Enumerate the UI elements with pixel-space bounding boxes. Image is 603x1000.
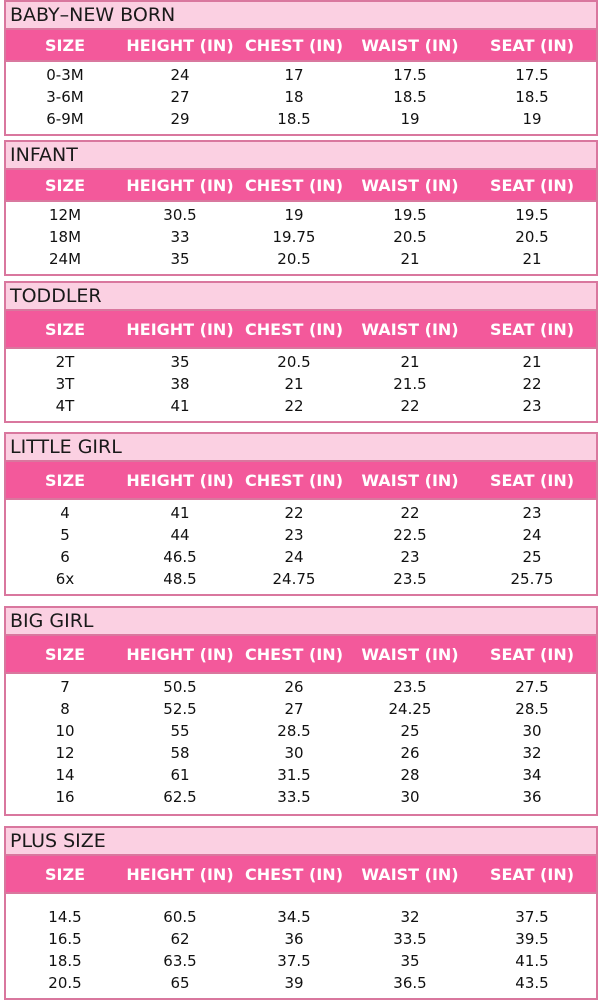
table-cell: 62 (170, 930, 190, 948)
table-row (6, 64, 596, 86)
table-row (6, 86, 596, 108)
table-cell: 20.5 (48, 974, 82, 992)
table-cell: 38 (170, 375, 190, 393)
table-cell: 0-3M (46, 66, 84, 84)
table-row (6, 568, 596, 590)
table-cell: 32 (400, 908, 420, 926)
column-header: CHEST (IN) (244, 175, 344, 195)
column-header: WAIST (IN) (361, 644, 459, 664)
column-header: CHEST (IN) (244, 35, 344, 55)
table-cell: 62.5 (163, 788, 197, 806)
table-cell: 35 (170, 250, 190, 268)
table-cell: 5 (60, 526, 70, 544)
table-cell: 28.5 (277, 722, 311, 740)
table-cell: 30.5 (163, 206, 197, 224)
table-cell: 46.5 (163, 548, 197, 566)
table-cell: 23 (522, 504, 542, 522)
section-title: INFANT (6, 142, 596, 170)
column-header: WAIST (IN) (361, 35, 459, 55)
table-cell: 41.5 (515, 952, 549, 970)
table-cell: 55 (170, 722, 190, 740)
table-row (6, 248, 596, 270)
table-cell: 19.75 (272, 228, 316, 246)
table-cell: 26 (284, 678, 304, 696)
table-row (6, 524, 596, 546)
table-row (6, 351, 596, 373)
table-cell: 58 (170, 744, 190, 762)
section-toddler (4, 281, 598, 423)
table-body (6, 500, 596, 594)
table-cell: 2T (55, 353, 75, 371)
column-header: HEIGHT (IN) (126, 35, 234, 55)
table-cell: 61 (170, 766, 190, 784)
table-cell: 12M (48, 206, 82, 224)
table-cell: 17.5 (393, 66, 427, 84)
table-cell: 29 (170, 110, 190, 128)
section-title: TODDLER (6, 283, 596, 311)
table-cell: 33.5 (393, 930, 427, 948)
table-body (6, 674, 596, 814)
section-baby-newborn (4, 0, 598, 136)
table-cell: 17 (284, 66, 304, 84)
table-row (6, 906, 596, 928)
table-cell: 21 (284, 375, 304, 393)
table-row (6, 226, 596, 248)
table-row (6, 676, 596, 698)
table-cell: 24.25 (388, 700, 432, 718)
section-title: BABY–NEW BORN (6, 2, 596, 30)
table-row (6, 742, 596, 764)
column-header: CHEST (IN) (244, 319, 344, 339)
table-cell: 65 (170, 974, 190, 992)
table-cell: 24 (284, 548, 304, 566)
column-header: SIZE (44, 470, 85, 490)
table-cell: 23.5 (393, 678, 427, 696)
table-cell: 25 (400, 722, 420, 740)
column-header: WAIST (IN) (361, 319, 459, 339)
column-header-row (6, 170, 596, 202)
table-cell: 26 (400, 744, 420, 762)
table-cell: 18.5 (393, 88, 427, 106)
table-cell: 41 (170, 504, 190, 522)
column-header: SIZE (44, 175, 85, 195)
table-cell: 16.5 (48, 930, 82, 948)
table-cell: 36.5 (393, 974, 427, 992)
table-cell: 14.5 (48, 908, 82, 926)
table-cell: 25 (522, 548, 542, 566)
table-cell: 60.5 (163, 908, 197, 926)
table-row (6, 950, 596, 972)
table-cell: 30 (284, 744, 304, 762)
table-body (6, 62, 596, 134)
table-cell: 21.5 (393, 375, 427, 393)
table-cell: 10 (55, 722, 75, 740)
table-body (6, 349, 596, 421)
table-cell: 24 (522, 526, 542, 544)
table-cell: 18.5 (515, 88, 549, 106)
table-cell: 21 (522, 250, 542, 268)
table-cell: 43.5 (515, 974, 549, 992)
table-cell: 30 (522, 722, 542, 740)
table-cell: 19 (284, 206, 304, 224)
table-cell: 33 (170, 228, 190, 246)
table-row (6, 786, 596, 808)
table-cell: 6 (60, 548, 70, 566)
table-cell: 20.5 (277, 353, 311, 371)
table-cell: 35 (400, 952, 420, 970)
table-cell: 37.5 (277, 952, 311, 970)
table-cell: 50.5 (163, 678, 197, 696)
table-cell: 7 (60, 678, 70, 696)
table-cell: 31.5 (277, 766, 311, 784)
table-cell: 19.5 (393, 206, 427, 224)
table-cell: 16 (55, 788, 75, 806)
table-row (6, 204, 596, 226)
table-cell: 6x (55, 570, 75, 588)
table-cell: 33.5 (277, 788, 311, 806)
table-cell: 22 (284, 504, 304, 522)
table-cell: 22.5 (393, 526, 427, 544)
column-header-row (6, 30, 596, 62)
table-cell: 20.5 (393, 228, 427, 246)
column-header: CHEST (IN) (244, 864, 344, 884)
column-header: WAIST (IN) (361, 175, 459, 195)
table-cell: 36 (522, 788, 542, 806)
column-header: HEIGHT (IN) (126, 644, 234, 664)
section-title: BIG GIRL (6, 608, 596, 636)
column-header: SIZE (44, 864, 85, 884)
table-row (6, 373, 596, 395)
table-cell: 23 (284, 526, 304, 544)
table-row (6, 928, 596, 950)
column-header-row (6, 856, 596, 894)
column-header: SEAT (IN) (489, 175, 575, 195)
table-row (6, 395, 596, 417)
table-cell: 4T (55, 397, 75, 415)
table-cell: 32 (522, 744, 542, 762)
column-header-row (6, 636, 596, 674)
column-header: SEAT (IN) (489, 644, 575, 664)
table-cell: 52.5 (163, 700, 197, 718)
table-cell: 3T (55, 375, 75, 393)
table-cell: 34.5 (277, 908, 311, 926)
table-cell: 30 (400, 788, 420, 806)
table-cell: 12 (55, 744, 75, 762)
table-cell: 48.5 (163, 570, 197, 588)
table-row (6, 698, 596, 720)
table-body (6, 894, 596, 998)
table-cell: 14 (55, 766, 75, 784)
section-little-girl (4, 432, 598, 596)
table-cell: 39.5 (515, 930, 549, 948)
section-big-girl (4, 606, 598, 816)
column-header: CHEST (IN) (244, 470, 344, 490)
table-cell: 18 (284, 88, 304, 106)
column-header: CHEST (IN) (244, 644, 344, 664)
table-cell: 19.5 (515, 206, 549, 224)
table-cell: 25.75 (510, 570, 554, 588)
table-cell: 34 (522, 766, 542, 784)
table-row (6, 764, 596, 786)
table-cell: 20.5 (515, 228, 549, 246)
section-title: LITTLE GIRL (6, 434, 596, 462)
column-header: SIZE (44, 319, 85, 339)
table-cell: 22 (522, 375, 542, 393)
column-header: SIZE (44, 35, 85, 55)
table-cell: 44 (170, 526, 190, 544)
table-cell: 19 (522, 110, 542, 128)
table-row (6, 720, 596, 742)
column-header: HEIGHT (IN) (126, 864, 234, 884)
table-cell: 28.5 (515, 700, 549, 718)
table-cell: 24 (170, 66, 190, 84)
table-cell: 39 (284, 974, 304, 992)
table-cell: 3-6M (46, 88, 84, 106)
table-cell: 4 (60, 504, 70, 522)
table-cell: 19 (400, 110, 420, 128)
table-cell: 27 (170, 88, 190, 106)
table-cell: 41 (170, 397, 190, 415)
table-cell: 63.5 (163, 952, 197, 970)
column-header: SIZE (44, 644, 85, 664)
table-body (6, 202, 596, 274)
section-plus-size (4, 826, 598, 1000)
column-header: SEAT (IN) (489, 864, 575, 884)
table-cell: 28 (400, 766, 420, 784)
table-cell: 37.5 (515, 908, 549, 926)
table-cell: 24M (48, 250, 82, 268)
table-row (6, 972, 596, 994)
column-header: WAIST (IN) (361, 470, 459, 490)
table-cell: 23.5 (393, 570, 427, 588)
column-header: HEIGHT (IN) (126, 470, 234, 490)
column-header-row (6, 311, 596, 349)
table-cell: 21 (400, 353, 420, 371)
table-cell: 20.5 (277, 250, 311, 268)
table-cell: 18M (48, 228, 82, 246)
column-header: HEIGHT (IN) (126, 175, 234, 195)
table-cell: 8 (60, 700, 70, 718)
table-cell: 18.5 (277, 110, 311, 128)
table-cell: 22 (284, 397, 304, 415)
table-cell: 22 (400, 397, 420, 415)
table-row (6, 108, 596, 130)
table-cell: 22 (400, 504, 420, 522)
column-header: SEAT (IN) (489, 470, 575, 490)
table-cell: 23 (522, 397, 542, 415)
section-title: PLUS SIZE (6, 828, 596, 856)
table-cell: 24.75 (272, 570, 316, 588)
table-cell: 23 (400, 548, 420, 566)
table-cell: 17.5 (515, 66, 549, 84)
column-header-row (6, 462, 596, 500)
table-cell: 6-9M (46, 110, 84, 128)
table-cell: 18.5 (48, 952, 82, 970)
column-header: SEAT (IN) (489, 35, 575, 55)
table-row (6, 502, 596, 524)
column-header: WAIST (IN) (361, 864, 459, 884)
table-cell: 27.5 (515, 678, 549, 696)
table-cell: 21 (400, 250, 420, 268)
column-header: HEIGHT (IN) (126, 319, 234, 339)
column-header: SEAT (IN) (489, 319, 575, 339)
section-infant (4, 140, 598, 276)
table-cell: 27 (284, 700, 304, 718)
table-cell: 21 (522, 353, 542, 371)
table-cell: 36 (284, 930, 304, 948)
table-cell: 35 (170, 353, 190, 371)
table-row (6, 546, 596, 568)
